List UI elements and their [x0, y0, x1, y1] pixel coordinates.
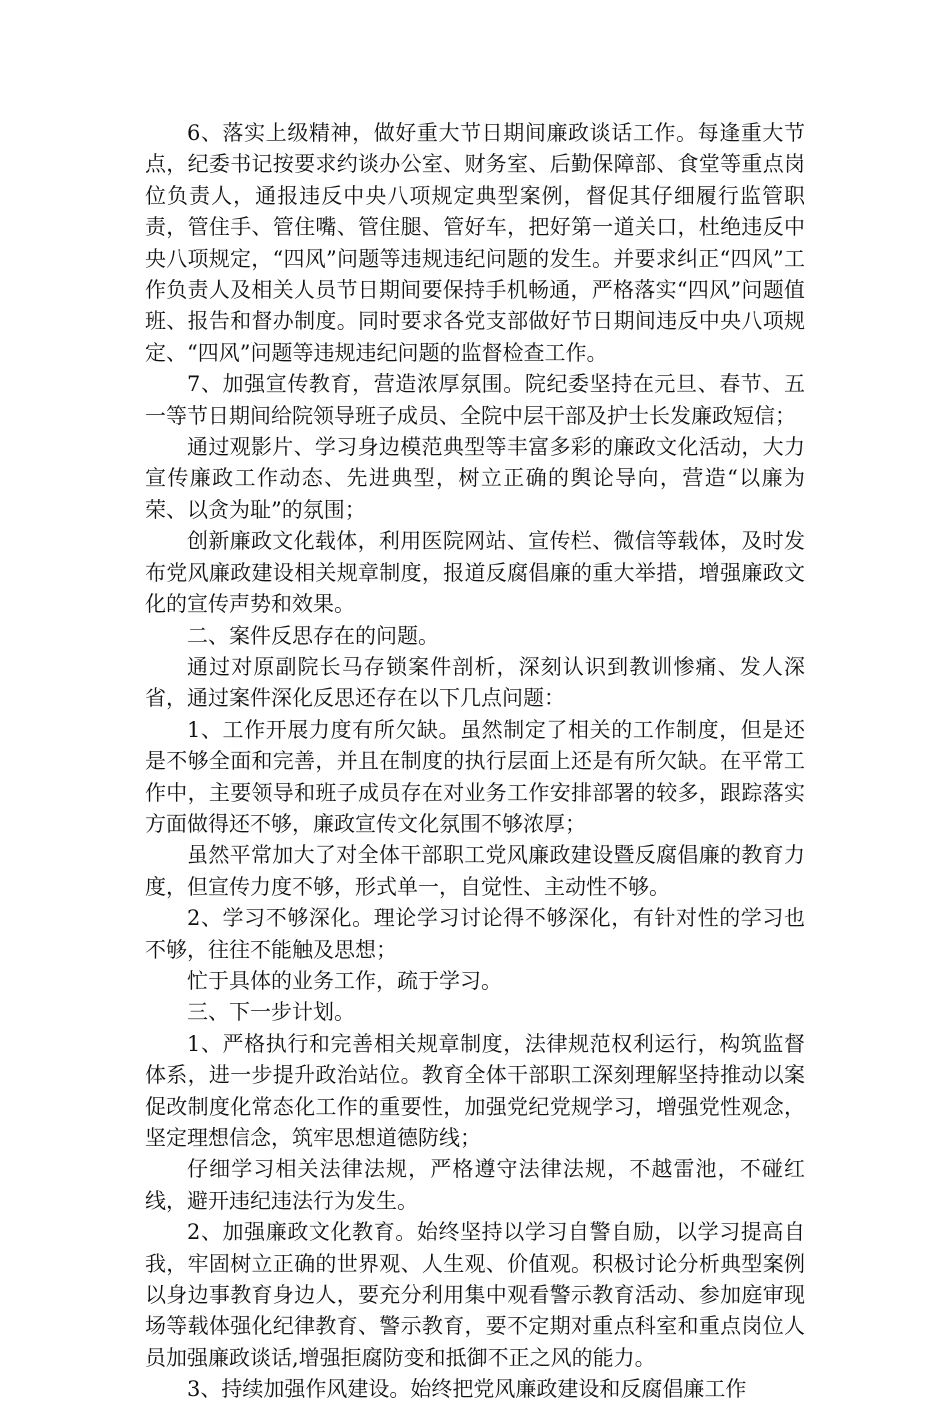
section-heading-case-reflection: 二、案件反思存在的问题。 — [187, 623, 439, 648]
paragraph-item-7-publicity-education: 7、加强宣传教育，营造浓厚氛围。院纪委坚持在元旦、春节、五一等节日期间给院领导班子成员、全院中层干部及护士长发廉政短信； — [145, 372, 805, 428]
section-heading-next-plan: 三、下一步计划。 — [187, 1000, 355, 1025]
paragraph-culture-carriers: 创新廉政文化载体，利用医院网站、宣传栏、微信等载体，及时发布党风廉政建设相关规章制度，报道反腐倡廉的重大举措，增强廉政文化的宣传声势和效果。 — [145, 529, 805, 617]
paragraph-problem-1-effort: 1、工作开展力度有所欠缺。虽然制定了相关的工作制度，但是还是不够全面和完善，并且在制度的执行层面上还是有所欠缺。在平常工作中，主要领导和班子成员存在对业务工作安排部署的较多，跟踪落实方面做得还不够，廉政宣传文化氛围不够浓厚； — [145, 717, 805, 836]
paragraph-problem-2-study: 2、学习不够深化。理论学习讨论得不够深化，有针对性的学习也不够，往往不能触及思想； — [145, 906, 805, 962]
paragraph-publicity-insufficient: 虽然平常加大了对全体干部职工党风廉政建设暨反腐倡廉的教育力度，但宣传力度不够，形式单一，自觉性、主动性不够。 — [145, 843, 805, 899]
paragraph-culture-activities: 通过观影片、学习身边模范典型等丰富多彩的廉政文化活动，大力宣传廉政工作动态、先进典型，树立正确的舆论导向，营造“以廉为荣、以贪为耻”的氛围； — [145, 435, 805, 522]
paragraph-plan-1-regulations: 1、严格执行和完善相关规章制度，法律规范权利运行，构筑监督体系，进一步提升政治站位。教育全体干部职工深刻理解坚持推动以案促改制度化常态化工作的重要性，加强党纪党规学习，增强党性观念，坚定理想信念，筑牢思想道德防线； — [145, 1031, 805, 1150]
paragraph-study-laws: 仔细学习相关法律法规，严格遵守法律法规，不越雷池，不碰红线，避开违纪违法行为发生。 — [145, 1157, 805, 1213]
paragraph-plan-3-work-style: 3、持续加强作风建设。始终把党风廉政建设和反腐倡廉工作 — [187, 1377, 747, 1402]
document-body — [145, 118, 805, 1406]
paragraph-item-6-discipline-talks: 6、落实上级精神，做好重大节日期间廉政谈话工作。每逢重大节点，纪委书记按要求约谈办公室、财务室、后勤保障部、食堂等重点岗位负责人，通报违反中央八项规定典型案例，督促其仔细履行监管职责，管住手、管住嘴、管住腿、管好车，把好第一道关口，杜绝违反中央八项规定，“四风”问题等违规违纪问题的发生。并要求纠正“四风”工作负责人及相关人员节日期间要保持手机畅通，严格落实“四风”问题值班、报告和督办制度。同时要求各党支部做好节日期间违反中央八项规定、“四风”问题等违规违纪问题的监督检查工作。 — [145, 121, 805, 365]
paragraph-case-analysis: 通过对原副院长马存锁案件剖析，深刻认识到教训惨痛、发人深省，通过案件深化反思还存在以下几点问题： — [145, 654, 805, 711]
paragraph-busy-work: 忙于具体的业务工作，疏于学习。 — [187, 968, 502, 993]
paragraph-plan-2-culture-education: 2、加强廉政文化教育。始终坚持以学习自警自励，以学习提高自我，牢固树立正确的世界观、人生观、价值观。积极讨论分析典型案例以身边事教育身边人，要充分利用集中观看警示教育活动、参加庭审现场等载体强化纪律教育、警示教育，要不定期对重点科室和重点岗位人员加强廉政谈话,增强拒腐防变和抵御不正之风的能力。 — [145, 1220, 805, 1370]
